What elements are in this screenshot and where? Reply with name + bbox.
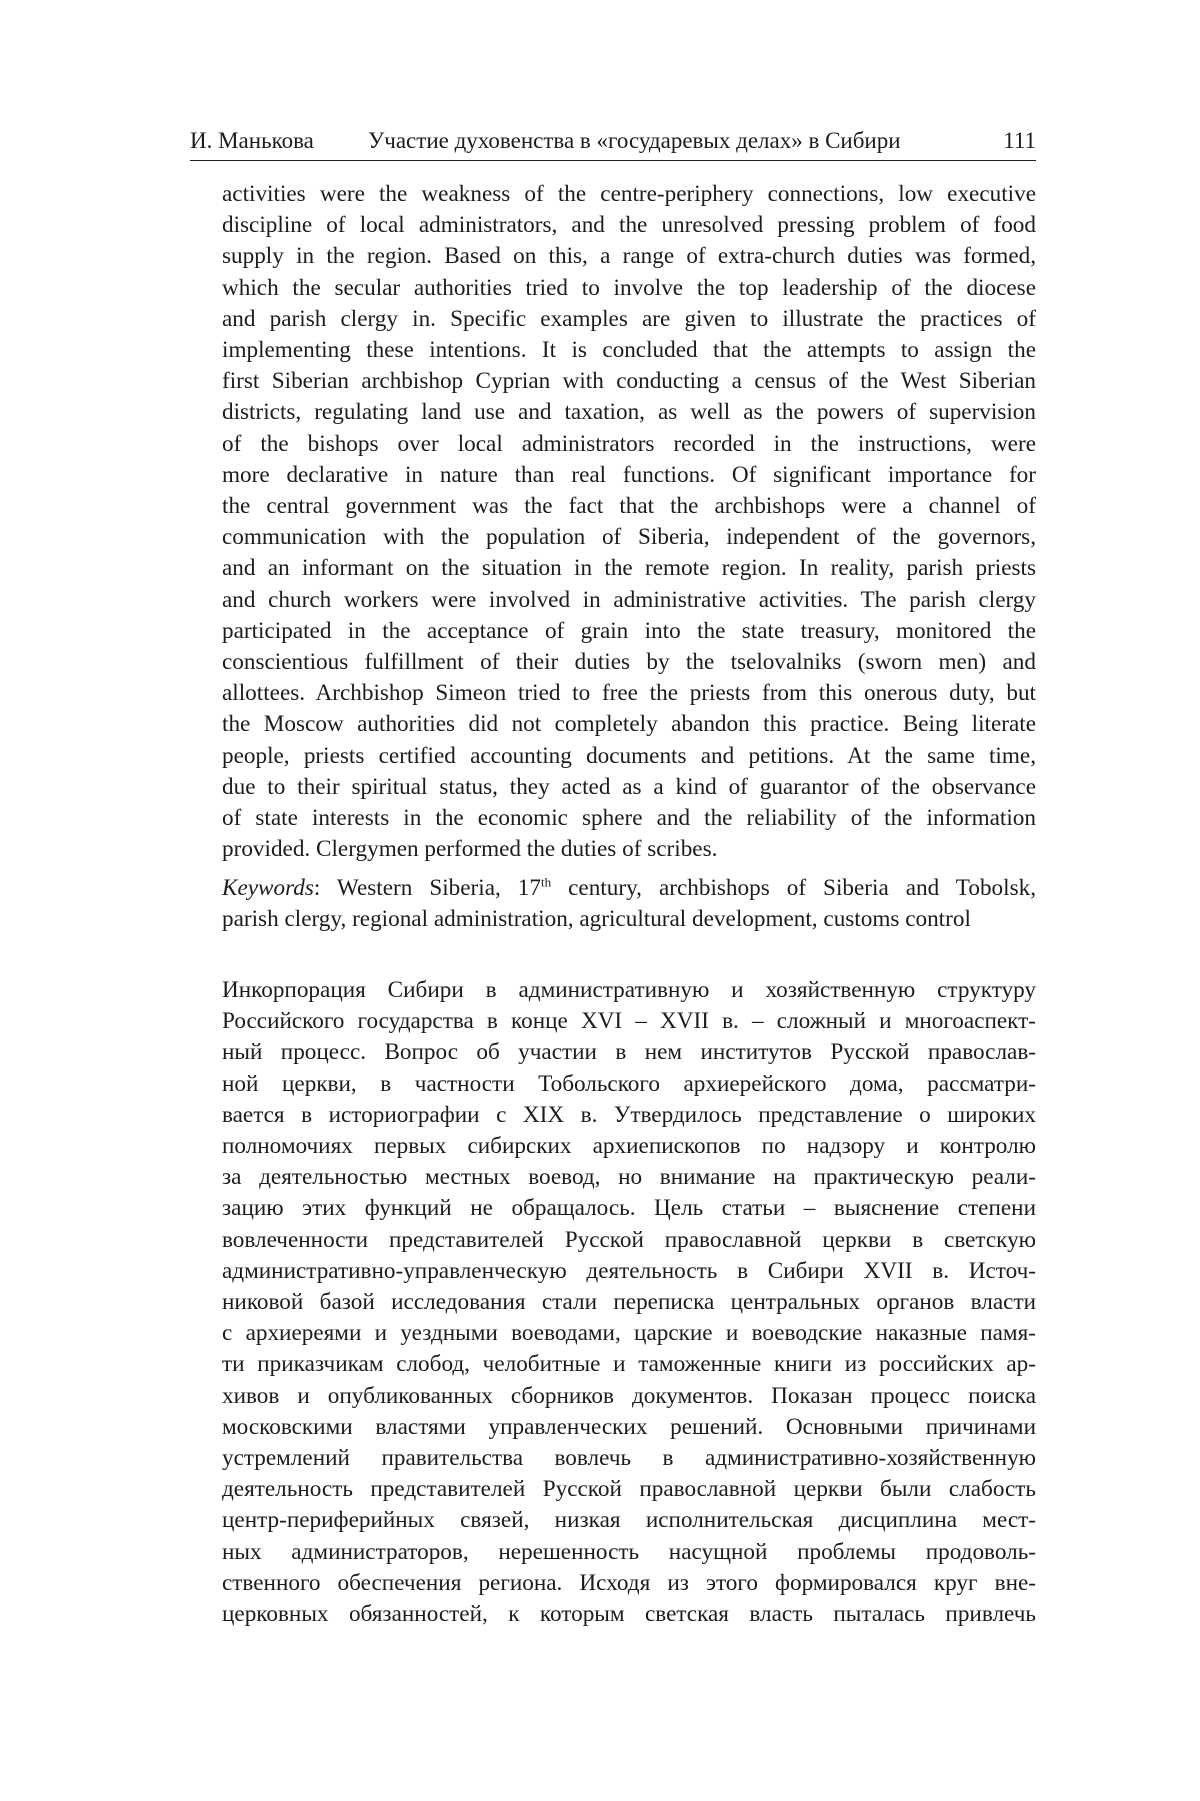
abstract-line: first Siberian archbishop Cyprian with conducting a census of the West Siberian — [222, 366, 1036, 397]
body-line: никовой базой исследования стали переписка центральных органов власти — [222, 1287, 1036, 1318]
keywords-line — [222, 873, 1036, 904]
body-line: Российского государства в конце XVI – XVII в. – сложный и многоаспект- — [222, 1006, 1036, 1037]
abstract-line: more declarative in nature than real functions. Of significant importance for — [222, 460, 1036, 491]
abstract-line: communication with the population of Siberia, independent of the governors, — [222, 522, 1036, 553]
header-title: Участие духовенства в «государевых делах» в Сибири — [368, 126, 901, 156]
keywords-superscript: th — [541, 874, 551, 889]
page-number: 111 — [1003, 126, 1036, 156]
body-line: зацию этих функций не обращалось. Цель статьи – выяснение степени — [222, 1193, 1036, 1224]
body-line: ной церкви, в частности Тобольского архиерейского дома, рассматри- — [222, 1069, 1036, 1100]
abstract-line: of state interests in the economic sphere and the reliability of the information — [222, 803, 1036, 834]
abstract-line: people, priests certified accounting documents and petitions. At the same time, — [222, 741, 1036, 772]
body-line: устремлений правительства вовлечь в административно-хозяйственную — [222, 1443, 1036, 1474]
keywords-line: parish clergy, regional administration, agricultural development, customs control — [222, 904, 1036, 935]
keywords — [222, 873, 1036, 935]
abstract-line: the central government was the fact that the archbishops were a channel of — [222, 491, 1036, 522]
keywords-label: Keywords — [222, 875, 314, 901]
body-line: хивов и опубликованных сборников документов. Показан процесс поиска — [222, 1381, 1036, 1412]
body-line: ных администраторов, нерешенность насущной проблемы продоволь- — [222, 1537, 1036, 1568]
abstract-line: due to their spiritual status, they acted as a kind of guarantor of the observance — [222, 772, 1036, 803]
abstract-line: implementing these intentions. It is concluded that the attempts to assign the — [222, 335, 1036, 366]
body-line: ти приказчикам слобод, челобитные и таможенные книги из российских ар- — [222, 1349, 1036, 1380]
body-line: церковных обязанностей, к которым светская власть пыталась привлечь — [222, 1599, 1036, 1630]
abstract-line: conscientious fulfillment of their duties by the tselovalniks (sworn men) and — [222, 647, 1036, 678]
body-line: Инкорпорация Сибири в административную и хозяйственную структуру — [222, 975, 1036, 1006]
abstract-line: which the secular authorities tried to involve the top leadership of the diocese — [222, 273, 1036, 304]
abstract-line: and parish clergy in. Specific examples are given to illustrate the practices of — [222, 304, 1036, 335]
body-line: ственного обеспечения региона. Исходя из этого формировался круг вне- — [222, 1568, 1036, 1599]
abstract-line: allottees. Archbishop Simeon tried to free the priests from this onerous duty, but — [222, 678, 1036, 709]
keywords-text: century, archbishops of Siberia and Tobolsk, — [551, 875, 1036, 901]
body-line: за деятельностью местных воевод, но внимание на практическую реали- — [222, 1162, 1036, 1193]
abstract-line: provided. Clergymen performed the duties of scribes. — [222, 834, 1036, 865]
body-line: вается в историографии с XIX в. Утвердилось представление о широких — [222, 1100, 1036, 1131]
abstract-line: participated in the acceptance of grain into the state treasury, monitored the — [222, 616, 1036, 647]
abstract-line: and an informant on the situation in the remote region. In reality, parish priests — [222, 553, 1036, 584]
body-line: центр-периферийных связей, низкая исполнительская дисциплина мест- — [222, 1505, 1036, 1536]
body-line: московскими властями управленческих решений. Основными причинами — [222, 1412, 1036, 1443]
running-header — [190, 126, 1036, 161]
body-line: полномочиях первых сибирских архиепископов по надзору и контролю — [222, 1131, 1036, 1162]
abstract-line: of the bishops over local administrators recorded in the instructions, were — [222, 429, 1036, 460]
body-line: административно-управленческую деятельность в Сибири XVII в. Источ- — [222, 1256, 1036, 1287]
body-line: деятельность представителей Русской православной церкви были слабость — [222, 1474, 1036, 1505]
body-line: с архиереями и уездными воеводами, царские и воеводские наказные памя- — [222, 1318, 1036, 1349]
abstract-line: the Moscow authorities did not completely abandon this practice. Being literate — [222, 709, 1036, 740]
abstract-text — [222, 179, 1036, 865]
body-line: ный процесс. Вопрос об участии в нем институтов Русской православ- — [222, 1037, 1036, 1068]
abstract-line: discipline of local administrators, and the unresolved pressing problem of food — [222, 210, 1036, 241]
abstract-line: districts, regulating land use and taxation, as well as the powers of supervision — [222, 397, 1036, 428]
header-author: И. Манькова — [190, 126, 314, 156]
body-line: вовлеченности представителей Русской православной церкви в светскую — [222, 1225, 1036, 1256]
article-body — [222, 975, 1036, 1630]
abstract-line: supply in the region. Based on this, a range of extra-church duties was formed, — [222, 241, 1036, 272]
abstract-line: and church workers were involved in administrative activities. The parish clergy — [222, 585, 1036, 616]
abstract-line: activities were the weakness of the centre-periphery connections, low executive — [222, 179, 1036, 210]
keywords-text: : Western Siberia, 17 — [314, 875, 541, 901]
